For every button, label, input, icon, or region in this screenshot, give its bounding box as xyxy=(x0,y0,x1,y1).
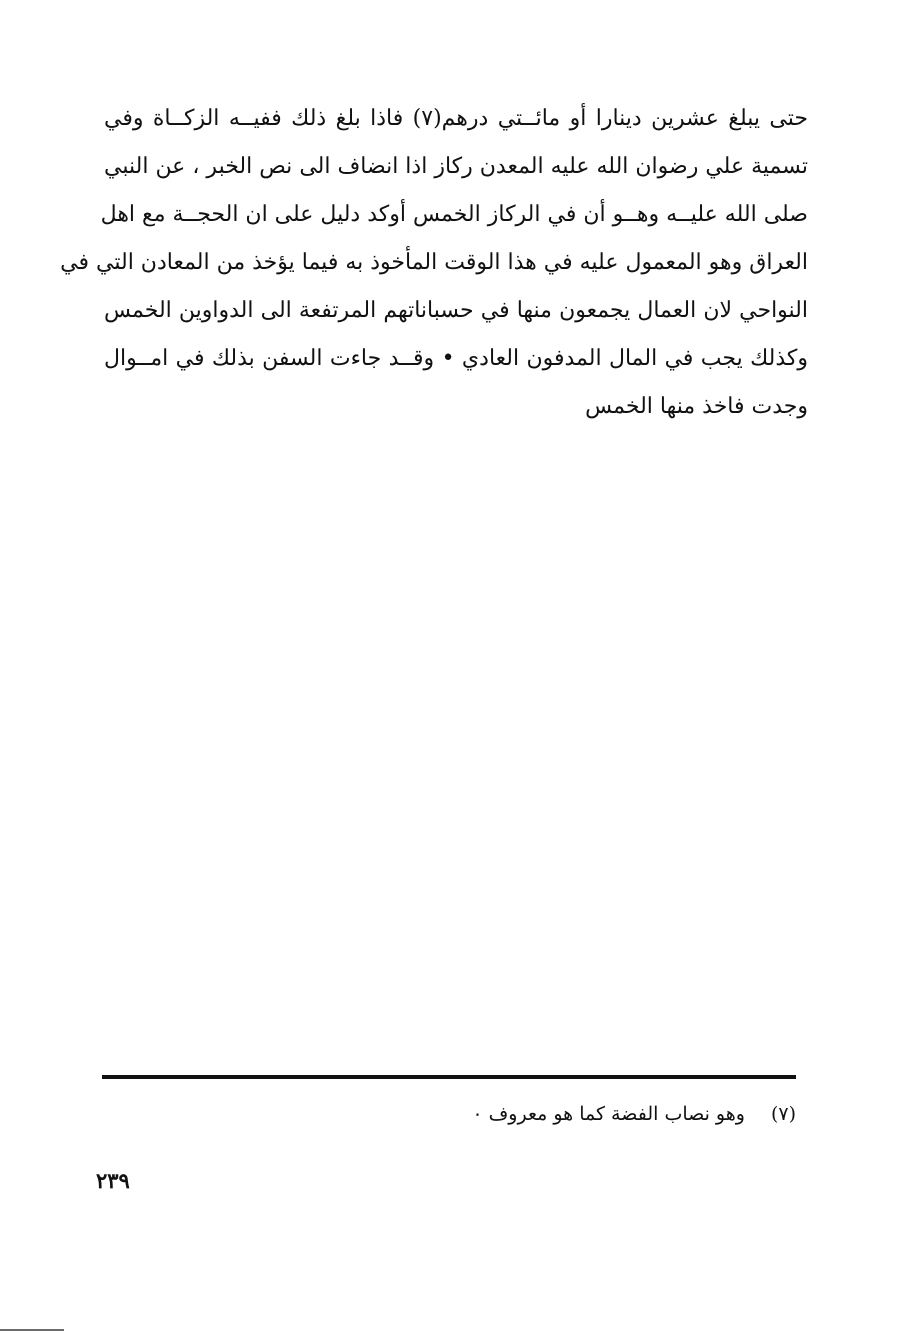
page-number: ٢٣٩ xyxy=(96,1168,130,1193)
main-text-block xyxy=(60,95,808,431)
text-line-6: وكذلك يجب في المال المدفون العادي • وقــد جاءت السفن بذلك في امــوال xyxy=(104,346,808,371)
text-line-2: تسمية علي رضوان الله عليه المعدن ركاز اذا انضاف الى نص الخبر ، عن النبي xyxy=(104,154,808,179)
scan-edge-mark xyxy=(0,1329,64,1331)
text-line-4: العراق وهو المعمول عليه في هذا الوقت المأخوذ به فيما يؤخذ من المعادن التي في xyxy=(60,250,808,275)
text-line-5: النواحي لان العمال يجمعون منها في حسباناتهم المرتفعة الى الدواوين الخمس xyxy=(104,298,808,323)
text-line-1: حتى يبلغ عشرين دينارا أو مائــتي درهم(٧) فاذا بلغ ذلك ففيــه الزكــاة وفي xyxy=(104,106,808,131)
text-line-7: وجدت فاخذ منها الخمس xyxy=(585,394,808,419)
text-line-3: صلى الله عليــه وهــو أن في الركاز الخمس أوكد دليل على ان الحجــة مع اهل xyxy=(100,202,808,227)
footnote xyxy=(472,1096,796,1132)
footnote-separator-rule xyxy=(102,1075,796,1079)
footnote-text: وهو نصاب الفضة كما هو معروف ٠ xyxy=(472,1103,745,1125)
footnote-marker: (٧) xyxy=(770,1103,796,1125)
